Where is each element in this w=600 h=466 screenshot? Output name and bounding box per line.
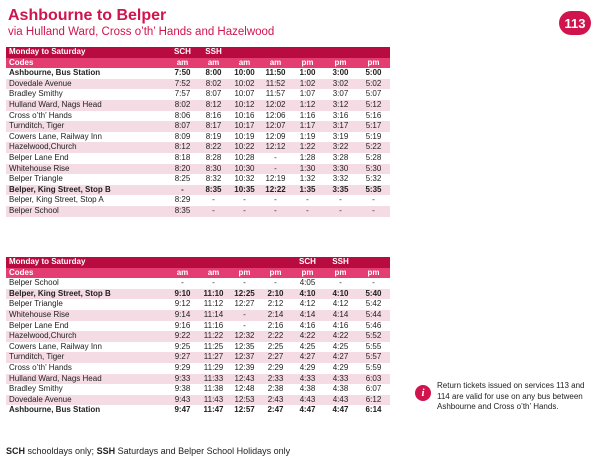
- period-cell: pm: [291, 268, 324, 279]
- departure-time: 7:52: [167, 79, 198, 90]
- stop-name: Cowers Lane, Railway Inn: [9, 131, 102, 141]
- departure-time: -: [243, 195, 246, 205]
- stop-name: Belper, King Street, Stop B: [6, 289, 167, 300]
- departure-time: 10:12: [229, 100, 260, 111]
- service-code-cell: [167, 257, 198, 268]
- timetable-outbound: [6, 47, 390, 217]
- departure-time: 1:32: [299, 174, 316, 184]
- stop-name: Whitehouse Rise: [6, 164, 167, 175]
- departure-time: 5:19: [365, 131, 382, 141]
- departure-time: 12:02: [260, 100, 291, 111]
- departure-time: 8:35: [198, 185, 229, 196]
- departure-time: 8:28: [205, 152, 222, 162]
- departure-time: -: [291, 206, 324, 217]
- departure-time: 8:06: [174, 110, 191, 120]
- service-code-cell: [229, 47, 260, 58]
- departure-time: 10:30: [229, 164, 260, 175]
- service-code-cell: SSH: [198, 47, 229, 58]
- table-row: [6, 384, 390, 395]
- departure-time: 5:57: [357, 352, 390, 363]
- departure-time: 2:25: [267, 341, 284, 351]
- departure-time: 4:12: [299, 299, 316, 309]
- period-cell: pm: [260, 268, 291, 279]
- stop-name: Dovedale Avenue: [6, 395, 167, 406]
- departure-time: 8:18: [174, 152, 191, 162]
- departure-time: 1:02: [291, 79, 324, 90]
- footnote-sch-text: schooldays only;: [25, 446, 97, 456]
- table-row: [6, 310, 390, 321]
- departure-time: 11:27: [198, 352, 229, 363]
- ticket-info-note: Return tickets issued on services 113 and 114 are valid for use on any bus between Ashbourne and Cross o’th’ Hands.: [437, 381, 585, 411]
- departure-time: 12:09: [265, 131, 286, 141]
- departure-time: -: [229, 206, 260, 217]
- departure-time: 2:47: [267, 405, 284, 415]
- departure-time: 3:07: [332, 89, 349, 99]
- departure-time: 4:22: [291, 331, 324, 342]
- departure-time: 8:02: [167, 100, 198, 111]
- departure-time: 3:22: [324, 142, 357, 153]
- departure-time: 12:19: [265, 174, 286, 184]
- departure-time: 5:00: [365, 68, 382, 78]
- codes-label: Codes: [6, 58, 167, 69]
- departure-time: 11:57: [265, 89, 286, 99]
- period-cell: pm: [357, 268, 390, 279]
- departure-time: 1:07: [299, 89, 316, 99]
- departure-time: 8:07: [167, 121, 198, 132]
- departure-time: 4:10: [324, 289, 357, 300]
- departure-time: 1:16: [299, 110, 316, 120]
- departure-time: -: [274, 195, 277, 205]
- period-cell: am: [229, 58, 260, 69]
- departure-time: -: [274, 152, 277, 162]
- departure-time: 6:14: [365, 405, 382, 415]
- departure-time: 1:17: [291, 121, 324, 132]
- departure-time: 12:57: [234, 405, 255, 415]
- departure-time: 8:32: [205, 174, 222, 184]
- service-code-cell: SCH: [291, 257, 324, 268]
- departure-time: 12:22: [260, 185, 291, 196]
- departure-time: -: [212, 195, 215, 205]
- departure-time: 8:35: [167, 206, 198, 217]
- stop-name: Cross o’th’ Hands: [9, 110, 72, 120]
- stop-name: Ashbourne, Bus Station: [9, 68, 101, 78]
- departure-time: 9:38: [174, 384, 191, 394]
- departure-time: 4:43: [324, 395, 357, 406]
- departure-time: 1:19: [299, 131, 316, 141]
- departure-time: 8:17: [198, 121, 229, 132]
- departure-time: 5:35: [357, 185, 390, 196]
- departure-time: 10:19: [234, 131, 255, 141]
- departure-time: 9:10: [167, 289, 198, 300]
- service-code-cell: [357, 257, 390, 268]
- footnote-sch-code: SCH: [6, 446, 26, 456]
- departure-time: 12:53: [229, 395, 260, 406]
- departure-time: 4:47: [332, 405, 349, 415]
- departure-time: 8:19: [205, 131, 222, 141]
- departure-time: 2:12: [267, 299, 284, 309]
- departure-time: 12:39: [234, 362, 255, 372]
- stop-name: Hulland Ward, Nags Head: [6, 374, 167, 385]
- departure-time: 10:22: [229, 142, 260, 153]
- table-row: [6, 79, 390, 90]
- table-row: [6, 405, 390, 416]
- stop-name: Turnditch, Tiger: [6, 352, 167, 363]
- stop-name: Ashbourne, Bus Station: [9, 405, 101, 415]
- departure-time: 8:07: [205, 89, 222, 99]
- departure-time: 3:16: [332, 110, 349, 120]
- departure-time: -: [243, 320, 246, 330]
- table-header-row: [6, 47, 390, 58]
- departure-time: 9:14: [167, 310, 198, 321]
- departure-time: 11:16: [203, 320, 224, 330]
- period-cell: am: [260, 58, 291, 69]
- departure-time: -: [198, 206, 229, 217]
- table-row: [6, 278, 390, 289]
- stop-name: Hazelwood,Church: [6, 142, 167, 153]
- departure-time: 2:16: [267, 320, 284, 330]
- departure-time: 5:22: [357, 142, 390, 153]
- table-codes-row: [6, 268, 390, 279]
- stop-name: Belper Triangle: [9, 299, 63, 309]
- stop-name: Bradley Smithy: [9, 89, 63, 99]
- departure-time: 3:02: [324, 79, 357, 90]
- departure-time: 1:35: [291, 185, 324, 196]
- stop-name: Cowers Lane, Railway Inn: [9, 341, 102, 351]
- info-icon: i: [415, 385, 431, 401]
- departure-time: 8:02: [198, 79, 229, 90]
- stop-name: Bradley Smithy: [9, 384, 63, 394]
- table-row: [6, 299, 390, 310]
- departure-time: 10:28: [234, 152, 255, 162]
- page-title: Ashbourne to Belper: [8, 7, 167, 24]
- table-row: [6, 89, 390, 100]
- table-row: [6, 111, 390, 122]
- departure-time: 5:42: [365, 299, 382, 309]
- departure-time: 5:12: [357, 100, 390, 111]
- departure-time: 4:25: [299, 341, 316, 351]
- departure-time: -: [274, 278, 277, 288]
- stop-name: Belper Lane End: [9, 320, 69, 330]
- departure-time: 4:29: [332, 362, 349, 372]
- stop-name: Belper, King Street, Stop A: [9, 195, 104, 205]
- departure-time: 4:05: [299, 278, 316, 288]
- departure-time: 2:43: [260, 395, 291, 406]
- departure-time: 11:38: [203, 384, 224, 394]
- departure-time: 6:07: [365, 384, 382, 394]
- table-row: [6, 174, 390, 185]
- departure-time: 3:32: [332, 174, 349, 184]
- departure-time: 1:28: [299, 152, 316, 162]
- days-label: Monday to Saturday: [6, 47, 167, 58]
- departure-time: 12:32: [229, 331, 260, 342]
- departure-time: 1:22: [291, 142, 324, 153]
- departure-time: 9:33: [167, 374, 198, 385]
- departure-time: 4:14: [291, 310, 324, 321]
- departure-time: -: [181, 278, 184, 288]
- departure-time: -: [357, 206, 390, 217]
- departure-time: 5:16: [365, 110, 382, 120]
- departure-time: 5:28: [365, 152, 382, 162]
- departure-time: -: [229, 310, 260, 321]
- departure-time: 12:35: [234, 341, 255, 351]
- service-code-cell: [198, 257, 229, 268]
- departure-time: 10:17: [229, 121, 260, 132]
- departure-time: -: [339, 278, 342, 288]
- departure-time: 4:12: [332, 299, 349, 309]
- table-row: [6, 164, 390, 175]
- departure-time: 8:12: [198, 100, 229, 111]
- departure-time: 4:16: [332, 320, 349, 330]
- departure-time: 4:14: [324, 310, 357, 321]
- codes-label: Codes: [6, 268, 167, 279]
- departure-time: -: [372, 278, 375, 288]
- period-cell: am: [198, 268, 229, 279]
- departure-time: 5:44: [357, 310, 390, 321]
- departure-time: 9:25: [174, 341, 191, 351]
- table-row: [6, 206, 390, 217]
- departure-time: 12:27: [234, 299, 255, 309]
- table-row: [6, 395, 390, 406]
- stop-name: Whitehouse Rise: [6, 310, 167, 321]
- departure-time: 8:16: [205, 110, 222, 120]
- departure-time: 9:22: [167, 331, 198, 342]
- departure-time: 9:43: [167, 395, 198, 406]
- stop-name: Belper School: [6, 206, 167, 217]
- departure-time: -: [167, 185, 198, 196]
- period-cell: pm: [357, 58, 390, 69]
- service-code-cell: [229, 257, 260, 268]
- route-number-badge: 113: [559, 11, 591, 35]
- table-row: [6, 153, 390, 164]
- departure-time: 9:29: [174, 362, 191, 372]
- table-row: [6, 195, 390, 206]
- departure-time: 5:55: [365, 341, 382, 351]
- days-label: Monday to Saturday: [6, 257, 167, 268]
- departure-time: 8:22: [198, 142, 229, 153]
- table-row: [6, 289, 390, 300]
- departure-time: 5:46: [365, 320, 382, 330]
- period-cell: pm: [291, 58, 324, 69]
- departure-time: -: [339, 195, 342, 205]
- departure-time: 3:28: [332, 152, 349, 162]
- departure-time: 12:06: [265, 110, 286, 120]
- timetable-return: [6, 257, 390, 416]
- departure-time: -: [212, 278, 215, 288]
- period-cell: am: [167, 268, 198, 279]
- departure-time: 8:20: [167, 164, 198, 175]
- departure-time: 4:22: [324, 331, 357, 342]
- departure-time: 11:50: [265, 68, 286, 78]
- table-row: [6, 100, 390, 111]
- period-cell: pm: [324, 268, 357, 279]
- departure-time: 3:17: [324, 121, 357, 132]
- departure-time: 1:00: [299, 68, 316, 78]
- departure-time: 9:12: [174, 299, 191, 309]
- departure-time: 2:10: [260, 289, 291, 300]
- page-subtitle: via Hulland Ward, Cross o’th’ Hands and Hazelwood: [8, 26, 275, 38]
- footnote: [6, 446, 290, 456]
- period-cell: pm: [229, 268, 260, 279]
- departure-time: 2:29: [267, 362, 284, 372]
- table-row: [6, 185, 390, 196]
- service-code-cell: [260, 257, 291, 268]
- departure-time: 11:43: [198, 395, 229, 406]
- departure-time: -: [260, 206, 291, 217]
- departure-time: 12:37: [229, 352, 260, 363]
- departure-time: 10:02: [229, 79, 260, 90]
- service-code-cell: SSH: [324, 257, 357, 268]
- service-code-cell: [324, 47, 357, 58]
- departure-time: 11:10: [198, 289, 229, 300]
- stop-name: Hulland Ward, Nags Head: [6, 100, 167, 111]
- departure-time: 2:33: [260, 374, 291, 385]
- departure-time: 10:35: [229, 185, 260, 196]
- departure-time: 5:32: [365, 174, 382, 184]
- departure-time: -: [260, 164, 291, 175]
- stop-name: Turnditch, Tiger: [6, 121, 167, 132]
- table-row: [6, 352, 390, 363]
- departure-time: 11:22: [198, 331, 229, 342]
- departure-time: 7:50: [174, 68, 191, 78]
- departure-time: 8:12: [167, 142, 198, 153]
- departure-time: 8:00: [205, 68, 222, 78]
- departure-time: 8:29: [174, 195, 191, 205]
- departure-time: -: [372, 195, 375, 205]
- table-row: [6, 331, 390, 342]
- footnote-ssh-text: Saturdays and Belper School Holidays only: [115, 446, 291, 456]
- departure-time: 4:33: [324, 374, 357, 385]
- table-codes-row: [6, 58, 390, 69]
- departure-time: 4:29: [299, 362, 316, 372]
- table-row: [6, 374, 390, 385]
- departure-time: 1:12: [291, 100, 324, 111]
- table-row: [6, 132, 390, 143]
- period-cell: am: [198, 58, 229, 69]
- departure-time: 2:27: [260, 352, 291, 363]
- stop-name: Dovedale Avenue: [6, 79, 167, 90]
- departure-time: -: [243, 278, 246, 288]
- departure-time: 5:30: [357, 164, 390, 175]
- departure-time: 2:22: [260, 331, 291, 342]
- table-row: [6, 142, 390, 153]
- departure-time: 10:16: [234, 110, 255, 120]
- period-cell: pm: [324, 58, 357, 69]
- service-code-cell: [291, 47, 324, 58]
- departure-time: 12:07: [260, 121, 291, 132]
- departure-time: 8:09: [174, 131, 191, 141]
- departure-time: 2:14: [260, 310, 291, 321]
- departure-time: 4:47: [299, 405, 316, 415]
- departure-time: 8:25: [174, 174, 191, 184]
- table-header-row: [6, 257, 390, 268]
- departure-time: 12:48: [234, 384, 255, 394]
- service-code-cell: SCH: [167, 47, 198, 58]
- departure-time: 9:27: [167, 352, 198, 363]
- departure-time: 9:47: [174, 405, 191, 415]
- departure-time: 12:43: [229, 374, 260, 385]
- departure-time: 11:12: [203, 299, 224, 309]
- departure-time: 3:00: [332, 68, 349, 78]
- stop-name: Belper, King Street, Stop B: [6, 185, 167, 196]
- departure-time: 11:33: [198, 374, 229, 385]
- departure-time: -: [324, 206, 357, 217]
- departure-time: 9:16: [174, 320, 191, 330]
- departure-time: 4:16: [299, 320, 316, 330]
- departure-time: 5:40: [357, 289, 390, 300]
- table-row: [6, 121, 390, 132]
- departure-time: 4:27: [291, 352, 324, 363]
- departure-time: 3:35: [324, 185, 357, 196]
- table-row: [6, 68, 390, 79]
- departure-time: 8:30: [198, 164, 229, 175]
- departure-time: 11:29: [203, 362, 224, 372]
- departure-time: 4:38: [332, 384, 349, 394]
- departure-time: 4:10: [291, 289, 324, 300]
- departure-time: 3:30: [324, 164, 357, 175]
- table-row: [6, 363, 390, 374]
- departure-time: 5:02: [357, 79, 390, 90]
- departure-time: 5:59: [365, 362, 382, 372]
- departure-time: 4:33: [291, 374, 324, 385]
- table-row: [6, 342, 390, 353]
- departure-time: 7:57: [174, 89, 191, 99]
- departure-time: 11:52: [260, 79, 291, 90]
- departure-time: 5:07: [365, 89, 382, 99]
- stop-name: Belper Lane End: [9, 152, 69, 162]
- departure-time: 12:25: [229, 289, 260, 300]
- departure-time: 4:43: [291, 395, 324, 406]
- departure-time: -: [306, 195, 309, 205]
- departure-time: 1:30: [291, 164, 324, 175]
- departure-time: 10:32: [234, 174, 255, 184]
- departure-time: 6:03: [357, 374, 390, 385]
- departure-time: 4:27: [324, 352, 357, 363]
- departure-time: 10:07: [234, 89, 255, 99]
- departure-time: 12:12: [260, 142, 291, 153]
- service-code-cell: [357, 47, 390, 58]
- departure-time: 11:25: [203, 341, 224, 351]
- departure-time: 5:17: [357, 121, 390, 132]
- departure-time: 3:12: [324, 100, 357, 111]
- departure-time: 11:14: [198, 310, 229, 321]
- departure-time: 4:25: [332, 341, 349, 351]
- footnote-ssh-code: SSH: [96, 446, 116, 456]
- service-code-cell: [260, 47, 291, 58]
- stop-name: Hazelwood,Church: [6, 331, 167, 342]
- departure-time: 10:00: [234, 68, 255, 78]
- departure-time: 4:38: [299, 384, 316, 394]
- stop-name: Cross o’th’ Hands: [9, 362, 72, 372]
- departure-time: 6:12: [357, 395, 390, 406]
- departure-time: 5:52: [357, 331, 390, 342]
- period-cell: am: [167, 58, 198, 69]
- departure-time: 11:47: [203, 405, 224, 415]
- departure-time: 2:38: [267, 384, 284, 394]
- table-row: [6, 321, 390, 332]
- stop-name: Belper School: [9, 278, 59, 288]
- stop-name: Belper Triangle: [9, 174, 63, 184]
- departure-time: 3:19: [332, 131, 349, 141]
